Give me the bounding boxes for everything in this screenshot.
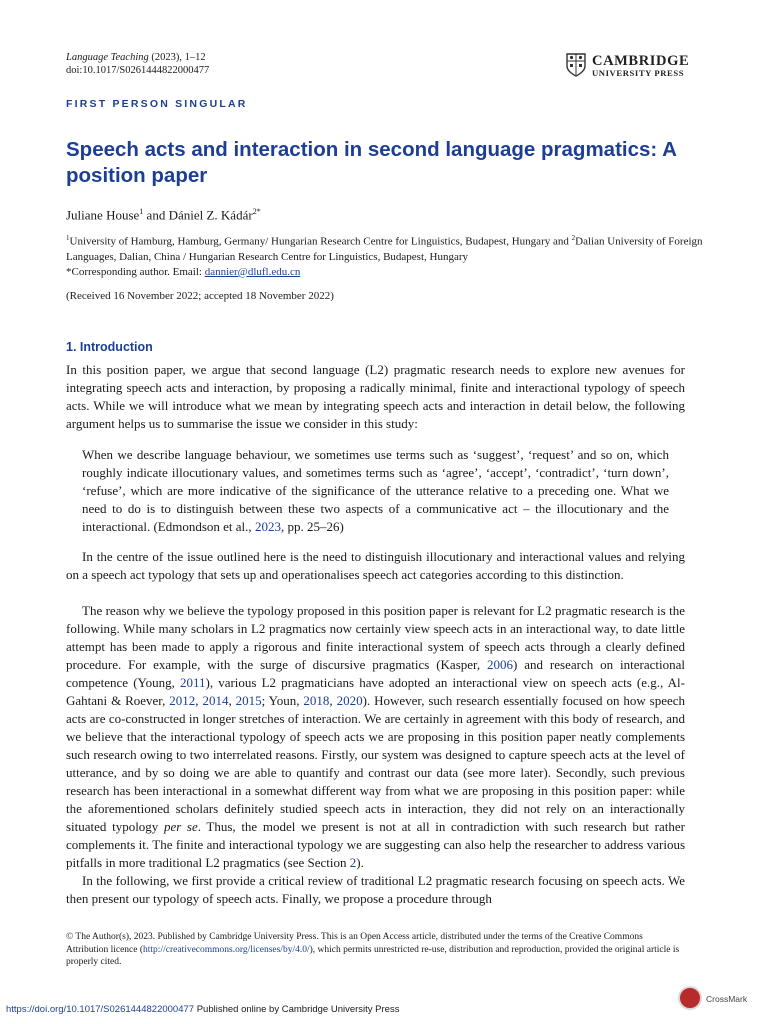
license-text: © The Author(s), 2023. Published by Cambridge University Press. This is an Open Access article, distributed under the terms of the Creative Commons Attribution licence ( [66, 932, 643, 955]
affiliation-marker: 2* [252, 207, 261, 216]
license-text: ), which permits unrestricted re-use, distribution and reproduction, provided the original article is properly cited. [66, 944, 680, 967]
author-list [66, 207, 261, 223]
received-dates: (Received 16 November 2022; accepted 18 November 2022) [66, 290, 334, 302]
article-title: Speech acts and interaction in second language pragmatics: A position paper [66, 138, 677, 187]
license-footer [66, 931, 686, 969]
paragraph [66, 602, 685, 872]
crossmark-badge[interactable] [678, 986, 768, 1012]
affiliation-marker: 1 [66, 234, 70, 242]
doi-link[interactable]: https://doi.org/10.1017/S0261444822000477 [6, 1004, 195, 1015]
paragraph: In this position paper, we argue that second language (L2) pragmatic research needs to explore new avenues for integrating speech acts and interaction, by proposing a radically minimal, finite and interactional typology of speech acts. While we will introduce what we mean by integrating speech acts and interaction in detail below, the following argument helps us to summarise the issue we consider in this study: [66, 362, 685, 431]
text: ). [356, 855, 364, 870]
corresponding-label: *Corresponding author. Email: [66, 265, 205, 278]
email-link[interactable]: dannier@dlufl.edu.cn [204, 265, 301, 278]
cambridge-logo[interactable] [566, 53, 688, 79]
publisher-subname: UNIVERSITY PRESS [592, 68, 685, 78]
text: ; Youn, [261, 693, 304, 708]
text: , [228, 693, 236, 708]
paragraph: In the following, we first provide a critical review of traditional L2 pragmatic research focusing on speech acts. We then present our typology of speech acts. Finally, we propose a procedure through [66, 873, 685, 906]
citation-link[interactable]: 2012 [169, 693, 196, 708]
text: ). However, such research essentially focused on how speech acts are co-constructed in longer stretches of interaction. We are certainly in agreement with this body of research, and we believe that the interactional typology of speech acts we are proposing in this position paper neatly complements such research owing to two interrelated reasons. Firstly, our system was designed to capture speech acts at the level of utterance, and by so doing we are able to quantify and contrast our data (see more later). Secondly, such previous research has been interactional in a somewhat different way from what we are proposing in this position paper: while the aforementioned scholars definitely studied speech acts in interaction, they did not rely on an interactionally situated typology [66, 693, 686, 834]
text: , [329, 693, 337, 708]
citation-link[interactable]: 2014 [202, 693, 229, 708]
affiliation-marker: 1 [139, 207, 144, 216]
citation-link[interactable]: 2011 [179, 675, 206, 690]
text: The reason why we believe the typology proposed in this position paper is relevant for L2 pragmatic research is the following. While many scholars in L2 pragmatics now certainly view speech acts in an interactional way, to date little attempt has been made to apply a rigorous and finite interactional system of speech acts through a clearly defined procedure. For example, with the surge of discursive pragmatics (Kasper, [66, 603, 685, 672]
author-name: Juliane House [66, 207, 140, 223]
bottom-bar [6, 1004, 399, 1015]
citation-link[interactable]: 2015 [235, 693, 262, 708]
cambridge-crest-icon [566, 53, 586, 77]
affiliation-marker: 2 [571, 234, 576, 242]
citation-link[interactable]: 2006 [487, 657, 513, 672]
quote-text: When we describe language behaviour, we sometimes use terms such as ‘suggest’, ‘request’ and so on, which roughly indicate illocutionary values, and sometimes terms such as ‘agree’, ‘accept’, ‘contradict’, ‘turn down’, ‘refuse’, which are more indicative of the significance of the utterance relative to a preceding one. What we need to do is to distinguish between these two aspects of a communicative act – the illocutionary and the interactional. (Edmondson et al., [82, 447, 669, 534]
section-heading: 1. Introduction [66, 340, 153, 354]
section-tag: FIRST PERSON SINGULAR [66, 98, 248, 110]
text: ) and research on interactional competence (Young, [66, 657, 685, 690]
journal-meta [66, 51, 209, 77]
citation-link[interactable]: 2020 [336, 693, 363, 708]
crossmark-icon [678, 986, 702, 1010]
section-link[interactable]: 2 [349, 855, 357, 870]
quote-tail: , pp. 25–26) [280, 519, 344, 534]
published-note: Published online by Cambridge University Press [194, 1004, 400, 1015]
affiliations [66, 231, 706, 280]
author-separator: and [143, 207, 169, 223]
journal-name: Language Teaching [66, 52, 149, 63]
affiliation-text: Dalian University of Foreign Languages, Dalian, China / Hungarian Research Centre for Linguistics, Budapest, Hungary [66, 235, 703, 263]
block-quote [82, 446, 669, 536]
text: , [195, 693, 203, 708]
emphasis: per se [163, 819, 198, 834]
paragraph-group [66, 602, 685, 908]
publisher-name: CAMBRIDGE [592, 53, 690, 69]
author-name: Dániel Z. Kádár [168, 207, 253, 223]
citation-link[interactable]: 2023 [254, 519, 281, 534]
affiliation-text: University of Hamburg, Hamburg, Germany/ Hungarian Research Centre for Linguistics, Budapest, Hungary and [69, 235, 572, 248]
crossmark-label: CrossMark [706, 994, 748, 1004]
paragraph: In the centre of the issue outlined here is the need to distinguish illocutionary and interactional values and relying on a speech act typology that sets up and operationalises speech act categories according to this distinction. [66, 549, 685, 582]
citation-link[interactable]: 2018 [303, 693, 330, 708]
text: ), various L2 pragmaticians have adopted an interactional view on speech acts (e.g., Al-Gahtani & Roever, [66, 675, 685, 708]
article-doi: doi:10.1017/S0261444822000477 [66, 65, 210, 76]
journal-issue: (2023), 1–12 [148, 52, 206, 63]
text: . Thus, the model we present is not at all in contradiction with such research but rather complements it. The finite and interactional typology we are suggesting can also help the researcher to address various pitfalls in more traditional L2 pragmatics (see Section [66, 819, 685, 870]
license-link[interactable]: http://creativecommons.org/licenses/by/4.0/ [143, 944, 310, 955]
